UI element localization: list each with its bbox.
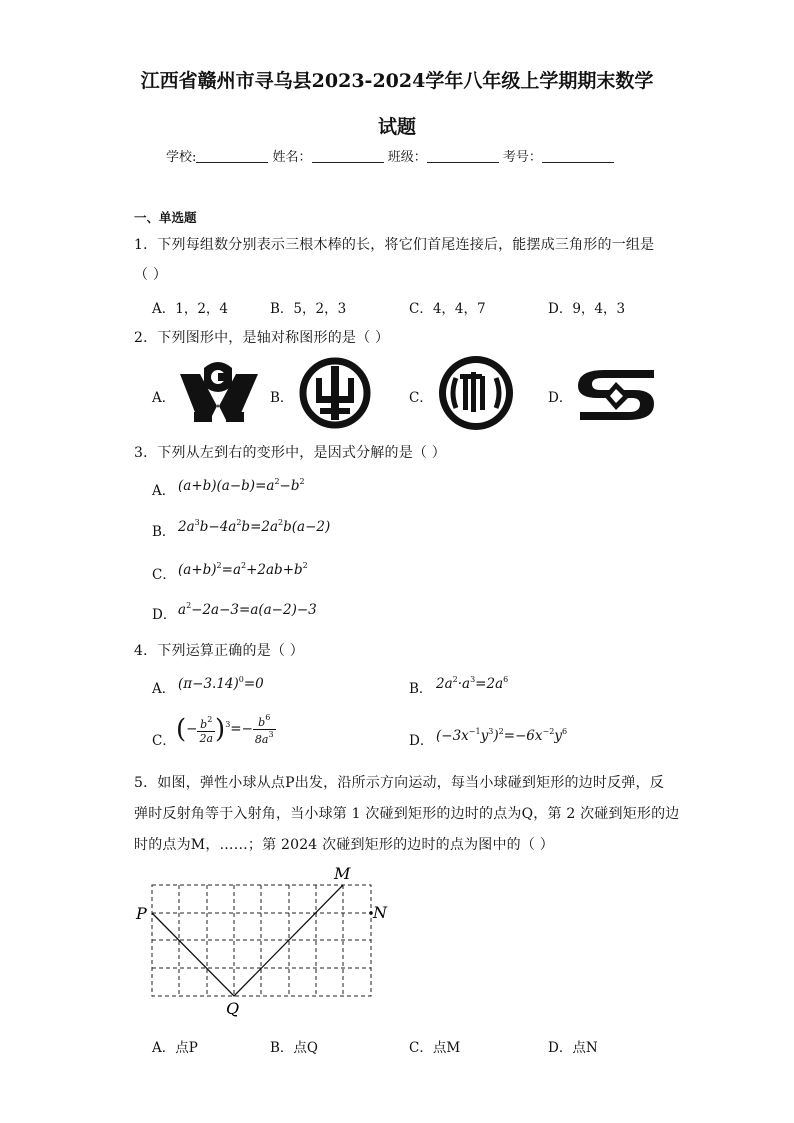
q5-option-d: D．点N xyxy=(548,1040,598,1056)
section-heading: 一、单选题 xyxy=(134,210,197,225)
rural-bank-logo-icon xyxy=(178,358,260,426)
q5-label-p: P xyxy=(136,904,147,923)
q1-stem-line1: 1．下列每组数分别表示三根木棒的长，将它们首尾连接后，能摆成三角形的一组是 xyxy=(134,237,655,253)
q3-label-b: B． xyxy=(152,524,176,540)
q5-option-a: A．点P xyxy=(152,1040,198,1056)
q5-stem-line3: 时的点为M，……；第 2024 次碰到矩形的边时的点为图中的（ ） xyxy=(134,837,554,853)
q2-label-d: D． xyxy=(548,390,573,406)
q5-label-q: Q xyxy=(226,999,240,1018)
q5-figure xyxy=(130,862,390,1022)
q5-stem-line2: 弹时反射角等于入射角，当小球第 1 次碰到矩形的边时的点为Q，第 2 次碰到矩形的边 xyxy=(134,806,680,822)
school-label: 学校: xyxy=(166,150,197,165)
q4-label-d: D． xyxy=(409,733,434,749)
agricultural-bank-logo-icon xyxy=(298,356,372,430)
q2-label-b: B． xyxy=(270,390,294,406)
q4-stem: 4．下列运算正确的是（ ） xyxy=(134,643,304,659)
q2-label-a: A． xyxy=(152,390,176,406)
citic-logo-icon xyxy=(436,354,516,432)
q4-label-b: B． xyxy=(409,681,433,697)
double-s-logo-icon xyxy=(574,362,658,424)
q3-label-a: A． xyxy=(152,483,176,499)
q4-label-a: A． xyxy=(152,681,176,697)
q1-option-a: A．1，2，4 xyxy=(152,301,229,317)
class-label: 班级： xyxy=(387,150,427,165)
page-title-line2: 试题 xyxy=(377,116,416,138)
exam-no-label: 考号： xyxy=(502,150,542,165)
name-blank xyxy=(312,149,384,163)
class-blank xyxy=(427,149,499,163)
q1-option-d: D．9，4，3 xyxy=(548,301,626,317)
q5-option-c: C．点M xyxy=(409,1040,461,1056)
q5-stem-line1: 5．如图，弹性小球从点P出发，沿所示方向运动，每当小球碰到矩形的边时反弹，反 xyxy=(134,775,664,791)
q2-stem: 2．下列图形中，是轴对称图形的是（ ） xyxy=(134,330,390,346)
q1-option-b: B．5，2，3 xyxy=(270,301,347,317)
q5-label-n: N xyxy=(373,903,387,922)
q4-option-a: $(\pi-3.14)^0=0$ xyxy=(178,675,264,692)
q3-option-b: $2a^3b-4a^2b=2a^2b(a-2)$ xyxy=(178,518,331,535)
q3-label-d: D． xyxy=(152,607,177,623)
page-title: 江西省赣州市寻乌县2023-2024学年八年级上学期期末数学 xyxy=(140,70,654,92)
q4-label-c: C． xyxy=(152,733,176,749)
q3-option-d: $a^2-2a-3=a(a-2)-3$ xyxy=(178,601,317,618)
q5-label-m: M xyxy=(334,864,351,883)
q4-option-d: $(-3x^{-1}y^3)^2=-6x^{-2}y^6$ xyxy=(436,727,568,744)
q2-label-c: C． xyxy=(409,390,433,406)
q5-grid xyxy=(152,885,371,996)
q3-label-c: C． xyxy=(152,567,176,583)
exam-no-blank xyxy=(542,149,614,163)
school-blank xyxy=(196,149,268,163)
q3-stem: 3．下列从左到右的变形中，是因式分解的是（ ） xyxy=(134,445,446,461)
name-label: 姓名： xyxy=(272,150,312,165)
q1-stem-line2: （ ） xyxy=(134,267,168,283)
q4-option-b: $2a^2\cdot a^3=2a^6$ xyxy=(436,675,509,692)
q4-option-c: (− $\frac{b^2}{2a}$ )$^3$=− $\frac{b^6}{8a^3}$ xyxy=(176,713,274,746)
q5-option-b: B．点Q xyxy=(270,1040,318,1056)
student-info-row xyxy=(166,146,614,165)
q3-option-a: $(a+b)(a-b)=a^2-b^2$ xyxy=(178,477,305,494)
q3-option-c: $(a+b)^2=a^2+2ab+b^2$ xyxy=(178,561,308,578)
q1-option-c: C．4，4，7 xyxy=(409,301,486,317)
